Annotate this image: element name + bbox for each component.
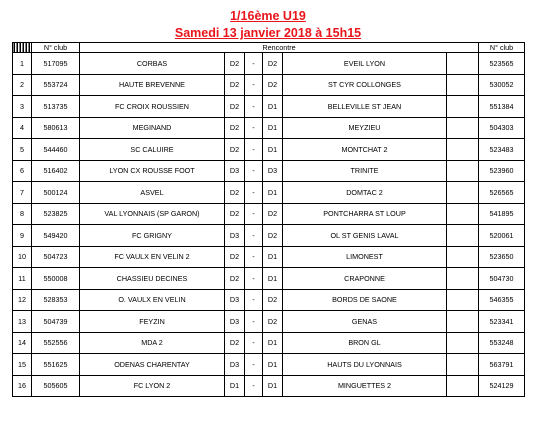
away-team: TRINITE (283, 160, 447, 182)
home-team: HAUTE BREVENNE (80, 74, 225, 96)
away-team: BELLEVILLE ST JEAN (283, 96, 447, 118)
home-division: D2 (225, 117, 245, 139)
versus-separator: - (245, 53, 263, 75)
home-division: D3 (225, 160, 245, 182)
match-number: 15 (13, 354, 32, 376)
match-number: 13 (13, 311, 32, 333)
spacer-cell (447, 375, 479, 397)
home-club-number: 523825 (32, 203, 80, 225)
home-division: D2 (225, 268, 245, 290)
table-row (13, 96, 525, 118)
spacer-cell (447, 96, 479, 118)
home-division: D2 (225, 74, 245, 96)
home-club-number: 528353 (32, 289, 80, 311)
away-team: MEYZIEU (283, 117, 447, 139)
table-row (13, 354, 525, 376)
home-team: O. VAULX EN VELIN (80, 289, 225, 311)
away-division: D1 (263, 96, 283, 118)
home-club-number: 551625 (32, 354, 80, 376)
spacer-cell (447, 160, 479, 182)
home-club-number: 580613 (32, 117, 80, 139)
away-club-number: 553248 (479, 332, 525, 354)
draw-table (12, 42, 525, 397)
away-club-number: 530052 (479, 74, 525, 96)
header-club-number-left: N° club (32, 43, 80, 53)
away-team: DOMTAC 2 (283, 182, 447, 204)
away-team: BRON GL (283, 332, 447, 354)
home-division: D2 (225, 53, 245, 75)
match-number: 7 (13, 182, 32, 204)
home-division: D3 (225, 289, 245, 311)
home-team: CHASSIEU DECINES (80, 268, 225, 290)
away-division: D1 (263, 268, 283, 290)
table-row (13, 117, 525, 139)
table-row (13, 139, 525, 161)
away-division: D2 (263, 289, 283, 311)
away-team: CRAPONNE (283, 268, 447, 290)
spacer-cell (447, 289, 479, 311)
match-number: 3 (13, 96, 32, 118)
home-team: FC LYON 2 (80, 375, 225, 397)
table-row (13, 289, 525, 311)
away-club-number: 523341 (479, 311, 525, 333)
away-team: BORDS DE SAONE (283, 289, 447, 311)
versus-separator: - (245, 117, 263, 139)
home-team: FC CROIX ROUSSIEN (80, 96, 225, 118)
away-club-number: 523483 (479, 139, 525, 161)
table-row (13, 74, 525, 96)
home-team: SC CALUIRE (80, 139, 225, 161)
versus-separator: - (245, 203, 263, 225)
away-division: D3 (263, 160, 283, 182)
home-club-number: 500124 (32, 182, 80, 204)
away-club-number: 504730 (479, 268, 525, 290)
home-club-number: 553724 (32, 74, 80, 96)
versus-separator: - (245, 332, 263, 354)
versus-separator: - (245, 268, 263, 290)
away-division: D1 (263, 332, 283, 354)
competition-title: 1/16ème U19 (230, 9, 306, 23)
hatch-cell (13, 43, 32, 53)
match-number: 10 (13, 246, 32, 268)
spacer-cell (447, 53, 479, 75)
home-club-number: 550008 (32, 268, 80, 290)
away-club-number: 520061 (479, 225, 525, 247)
away-division: D1 (263, 375, 283, 397)
home-division: D2 (225, 203, 245, 225)
home-division: D2 (225, 139, 245, 161)
away-club-number: 526565 (479, 182, 525, 204)
match-number: 8 (13, 203, 32, 225)
versus-separator: - (245, 311, 263, 333)
match-number: 2 (13, 74, 32, 96)
home-team: ODENAS CHARENTAY (80, 354, 225, 376)
home-division: D1 (225, 375, 245, 397)
away-club-number: 523960 (479, 160, 525, 182)
home-club-number: 544460 (32, 139, 80, 161)
versus-separator: - (245, 139, 263, 161)
spacer-cell (447, 246, 479, 268)
spacer-cell (447, 268, 479, 290)
home-division: D2 (225, 246, 245, 268)
home-team: ASVEL (80, 182, 225, 204)
home-club-number: 516402 (32, 160, 80, 182)
match-number: 6 (13, 160, 32, 182)
home-club-number: 517095 (32, 53, 80, 75)
match-number: 1 (13, 53, 32, 75)
away-team: GENAS (283, 311, 447, 333)
match-number: 9 (13, 225, 32, 247)
table-row (13, 53, 525, 75)
spacer-cell (447, 332, 479, 354)
match-number: 16 (13, 375, 32, 397)
home-division: D2 (225, 182, 245, 204)
away-division: D2 (263, 74, 283, 96)
match-number: 12 (13, 289, 32, 311)
away-division: D2 (263, 225, 283, 247)
home-team: FC GRIGNY (80, 225, 225, 247)
home-team: MEGINAND (80, 117, 225, 139)
away-division: D1 (263, 139, 283, 161)
table-row (13, 160, 525, 182)
versus-separator: - (245, 74, 263, 96)
away-club-number: 504303 (479, 117, 525, 139)
away-club-number: 541895 (479, 203, 525, 225)
home-team: CORBAS (80, 53, 225, 75)
home-team: LYON CX ROUSSE FOOT (80, 160, 225, 182)
home-club-number: 549420 (32, 225, 80, 247)
home-club-number: 505605 (32, 375, 80, 397)
spacer-cell (447, 74, 479, 96)
versus-separator: - (245, 354, 263, 376)
home-team: FEYZIN (80, 311, 225, 333)
home-team: VAL LYONNAIS (SP GARON) (80, 203, 225, 225)
away-team: HAUTS DU LYONNAIS (283, 354, 447, 376)
away-team: LIMONEST (283, 246, 447, 268)
away-club-number: 523565 (479, 53, 525, 75)
match-number: 11 (13, 268, 32, 290)
match-number: 5 (13, 139, 32, 161)
home-division: D3 (225, 225, 245, 247)
table-row (13, 375, 525, 397)
away-team: ST CYR COLLONGES (283, 74, 447, 96)
spacer-cell (447, 311, 479, 333)
versus-separator: - (245, 96, 263, 118)
away-division: D2 (263, 53, 283, 75)
away-division: D1 (263, 182, 283, 204)
spacer-cell (447, 117, 479, 139)
table-row (13, 203, 525, 225)
header-club-number-right: N° club (479, 43, 525, 53)
versus-separator: - (245, 246, 263, 268)
home-division: D3 (225, 311, 245, 333)
versus-separator: - (245, 225, 263, 247)
away-division: D2 (263, 311, 283, 333)
match-number: 14 (13, 332, 32, 354)
away-club-number: 563791 (479, 354, 525, 376)
away-team: MINGUETTES 2 (283, 375, 447, 397)
away-club-number: 523650 (479, 246, 525, 268)
away-division: D1 (263, 117, 283, 139)
home-club-number: 552556 (32, 332, 80, 354)
away-club-number: 551384 (479, 96, 525, 118)
away-club-number: 524129 (479, 375, 525, 397)
home-team: FC VAULX EN VELIN 2 (80, 246, 225, 268)
table-row (13, 225, 525, 247)
versus-separator: - (245, 289, 263, 311)
table-row (13, 246, 525, 268)
versus-separator: - (245, 182, 263, 204)
spacer-cell (447, 225, 479, 247)
versus-separator: - (245, 160, 263, 182)
header-match: Rencontre (80, 43, 479, 53)
home-club-number: 513735 (32, 96, 80, 118)
home-club-number: 504723 (32, 246, 80, 268)
away-team: MONTCHAT 2 (283, 139, 447, 161)
away-team: OL ST GENIS LAVAL (283, 225, 447, 247)
table-header-row (13, 43, 525, 53)
spacer-cell (447, 139, 479, 161)
home-division: D3 (225, 354, 245, 376)
away-division: D2 (263, 203, 283, 225)
table-row (13, 268, 525, 290)
away-team: EVEIL LYON (283, 53, 447, 75)
table-row (13, 332, 525, 354)
away-division: D1 (263, 354, 283, 376)
match-number: 4 (13, 117, 32, 139)
spacer-cell (447, 182, 479, 204)
table-row (13, 311, 525, 333)
match-date-title: Samedi 13 janvier 2018 à 15h15 (174, 26, 362, 40)
versus-separator: - (245, 375, 263, 397)
home-club-number: 504739 (32, 311, 80, 333)
home-division: D2 (225, 332, 245, 354)
away-club-number: 546355 (479, 289, 525, 311)
table-row (13, 182, 525, 204)
home-division: D2 (225, 96, 245, 118)
away-team: PONTCHARRA ST LOUP (283, 203, 447, 225)
spacer-cell (447, 354, 479, 376)
away-division: D1 (263, 246, 283, 268)
spacer-cell (447, 203, 479, 225)
home-team: MDA 2 (80, 332, 225, 354)
